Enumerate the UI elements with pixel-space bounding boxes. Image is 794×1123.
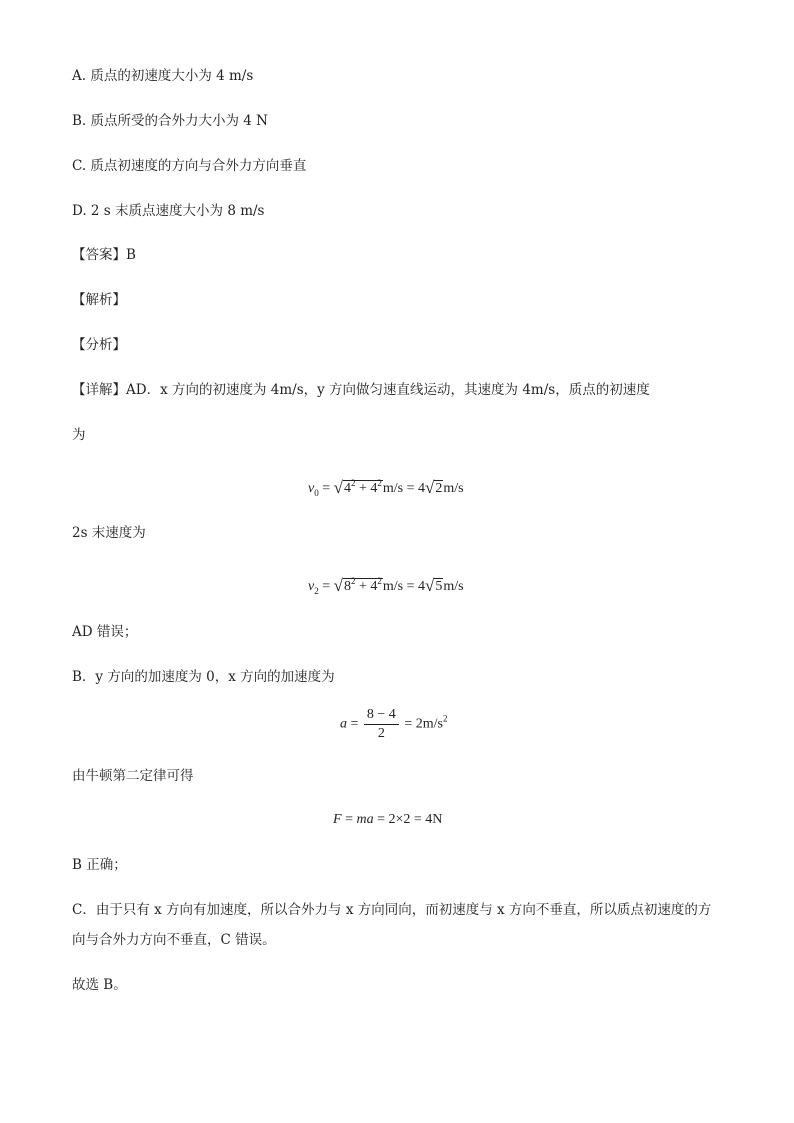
eq3-rhs-sup: 2 bbox=[442, 713, 448, 724]
eq1-rhs-coef: 4 bbox=[418, 481, 426, 496]
option-a: A. 质点的初速度大小为 4 m/s bbox=[72, 68, 254, 84]
option-c: C. 质点初速度的方向与合外力方向垂直 bbox=[72, 158, 307, 174]
detail-line-1 bbox=[72, 381, 650, 399]
eq1-rhs-unit: m/s bbox=[443, 481, 464, 496]
eq2-lhs: v bbox=[308, 579, 315, 594]
eq1-sqrt: $√4^2 + 4^2$ bbox=[333, 478, 382, 497]
eq2-rhs-coef: 4 bbox=[418, 579, 426, 594]
eq1-unit: m/s bbox=[382, 481, 404, 496]
eq2-sqrt: $√8^2 + 4^2$ bbox=[333, 576, 382, 595]
eq3-fraction: $\frac{8 - 4}{2}$ bbox=[364, 706, 399, 743]
ad-wrong: AD 错误； bbox=[72, 624, 138, 640]
option-b: B. 质点所受的合外力大小为 4 N bbox=[72, 113, 268, 129]
equation-acceleration: a = $\frac{8 - 4}{2}$ = $2m/s^2$ bbox=[340, 707, 448, 741]
newton-text: 由牛顿第二定律可得 bbox=[72, 768, 194, 784]
answer-line bbox=[72, 246, 136, 264]
b-line: B．y 方向的加速度为 0，x 方向的加速度为 bbox=[72, 669, 335, 685]
detail-label: 【详解】 bbox=[72, 382, 126, 398]
eq3-rhs: 2m/s bbox=[415, 716, 443, 732]
eq1-lhs: v bbox=[308, 481, 315, 496]
eq3-lhs: a bbox=[340, 716, 347, 732]
c-line-2: 向与合外力方向不垂直，C 错误。 bbox=[72, 932, 276, 948]
c-line-1: C．由于只有 x 方向有加速度，所以合外力与 x 方向同向，而初速度与 x 方向不垂直，所以质点初速度的方 bbox=[72, 902, 712, 918]
eq1-lhs-sub: 0 bbox=[314, 488, 319, 498]
text-2s: 2s 末速度为 bbox=[72, 525, 146, 541]
eq2-lhs-sub: 2 bbox=[314, 586, 319, 596]
detail-line-2: 为 bbox=[72, 427, 86, 443]
equation-v2: $v_2 = √8^2 + 4^2m/s = 4√5m/s$ bbox=[308, 571, 464, 601]
fenxi-label: 【分析】 bbox=[72, 337, 126, 353]
b-correct: B 正确； bbox=[72, 857, 127, 873]
detail-text: AD．x 方向的初速度为 4m/s，y 方向做匀速直线运动，其速度为 4m/s，质点的初速度 bbox=[126, 382, 650, 398]
option-d: D. 2 s 末质点速度大小为 8 m/s bbox=[72, 203, 265, 219]
equation-force: F = ma = 2×2 = 4N bbox=[333, 812, 443, 827]
eq2-rhs-unit: m/s bbox=[443, 579, 464, 594]
eq4-lhs: F bbox=[333, 812, 342, 827]
answer-label: 【答案】 bbox=[72, 247, 126, 263]
eq1-rhs-sqrt: √2 bbox=[425, 478, 443, 497]
choose-line: 故选 B。 bbox=[72, 977, 127, 993]
eq2-rhs-sqrt: √5 bbox=[425, 576, 443, 595]
answer-value: B bbox=[126, 247, 136, 263]
eq2-unit: m/s bbox=[382, 579, 404, 594]
equation-v0: $v_0 = √4^2 + 4^2m/s = 4√2m/s$ bbox=[308, 473, 464, 503]
analysis-label: 【解析】 bbox=[72, 292, 126, 308]
eq4-mid: ma bbox=[356, 812, 374, 827]
eq4-rhs: 2×2 = 4N bbox=[388, 812, 443, 827]
